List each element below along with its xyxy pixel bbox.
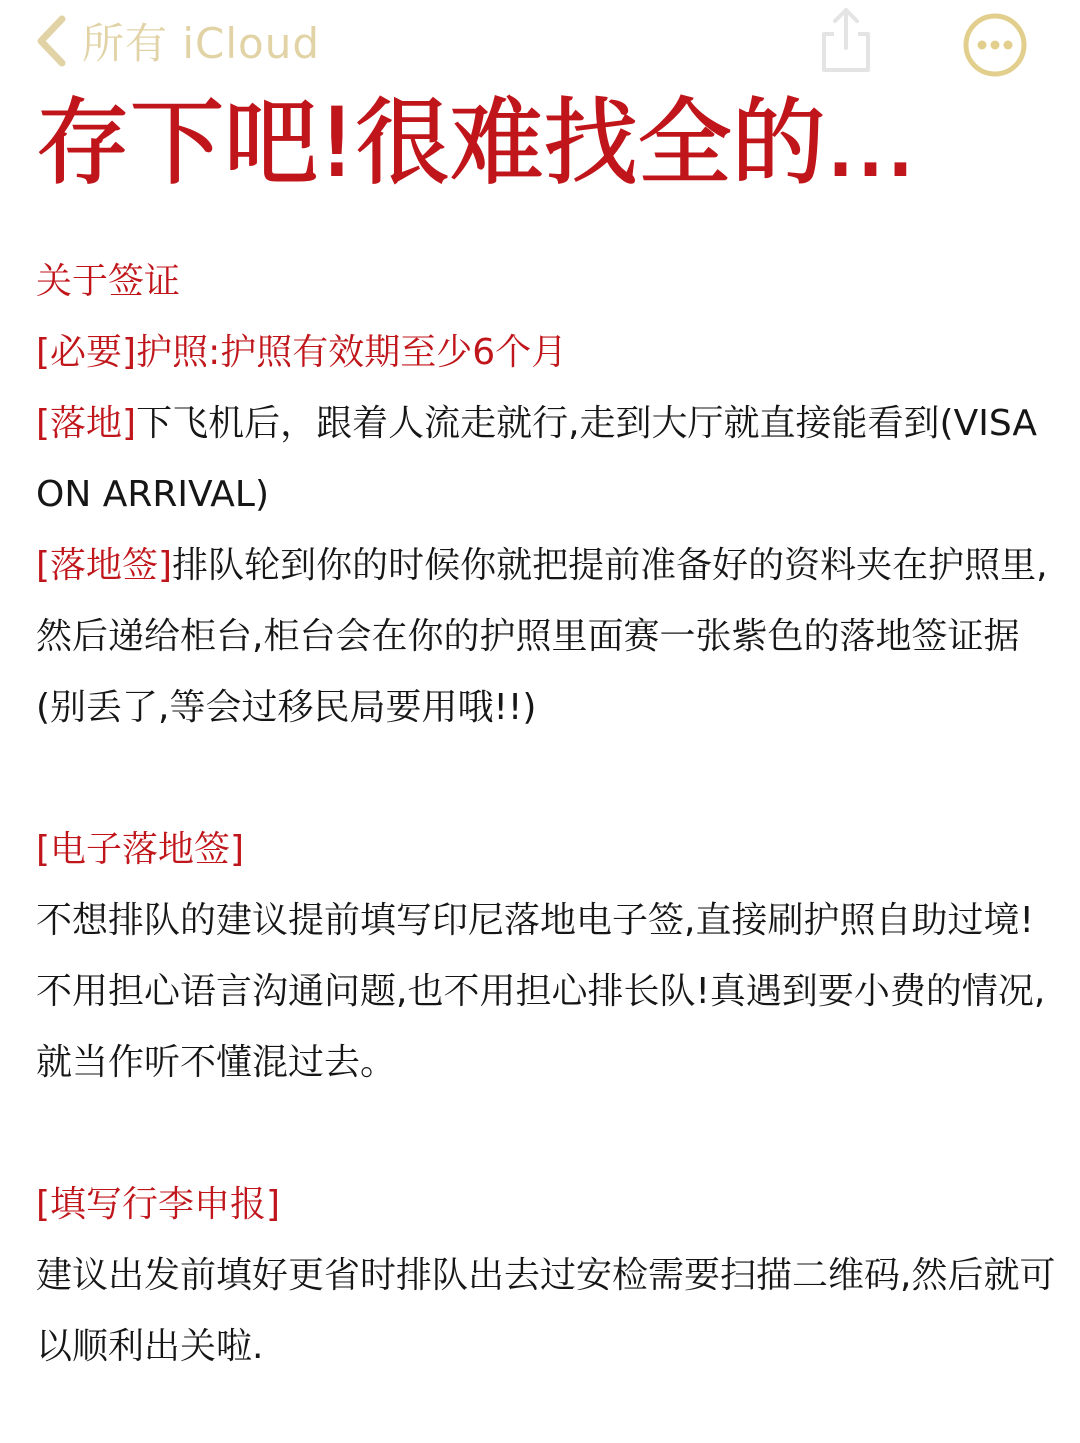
visa-heading: 关于签证	[36, 261, 181, 302]
chevron-left-icon	[34, 15, 68, 67]
share-icon	[814, 4, 878, 74]
voa-tag: [落地签]	[36, 545, 173, 586]
navigation-bar	[0, 0, 1080, 90]
note-body	[36, 246, 1066, 1382]
voa-text: 排队轮到你的时候你就把提前准备好的资料夹在护照里,然后递给柜台,柜台会在你的护照里面赛一张紫色的落地签证据(别丢了,等会过移民局要用哦!!)	[36, 545, 1048, 728]
landing-paragraph	[36, 388, 1066, 530]
note-title: 存下吧!很难找全的...	[36, 89, 916, 198]
back-label: 所有 iCloud	[82, 19, 320, 68]
customs-text: 建议出发前填好更省时排队出去过安检需要扫描二维码,然后就可以顺利出关啦.	[36, 1255, 1056, 1367]
landing-text: 下飞机后，跟着人流走就行,走到大厅就直接能看到(VISA ON ARRIVAL)	[36, 403, 1037, 515]
evoa-heading: [电子落地签]	[36, 829, 245, 870]
back-button[interactable]	[34, 10, 320, 72]
ellipsis-circle-icon	[962, 12, 1028, 78]
landing-tag: [落地]	[36, 403, 137, 444]
voa-paragraph	[36, 530, 1066, 743]
passport-requirement: [必要]护照:护照有效期至少6个月	[36, 332, 568, 373]
spacer	[36, 743, 1066, 814]
more-options-button[interactable]	[962, 12, 1028, 78]
spacer	[36, 1098, 1066, 1169]
evoa-text: 不想排队的建议提前填写印尼落地电子签,直接刷护照自助过境!不用担心语言沟通问题,也不用担心排长队!真遇到要小费的情况,就当作听不懂混过去。	[36, 900, 1046, 1083]
customs-heading: [填写行李申报]	[36, 1184, 281, 1225]
share-button[interactable]	[814, 4, 878, 74]
